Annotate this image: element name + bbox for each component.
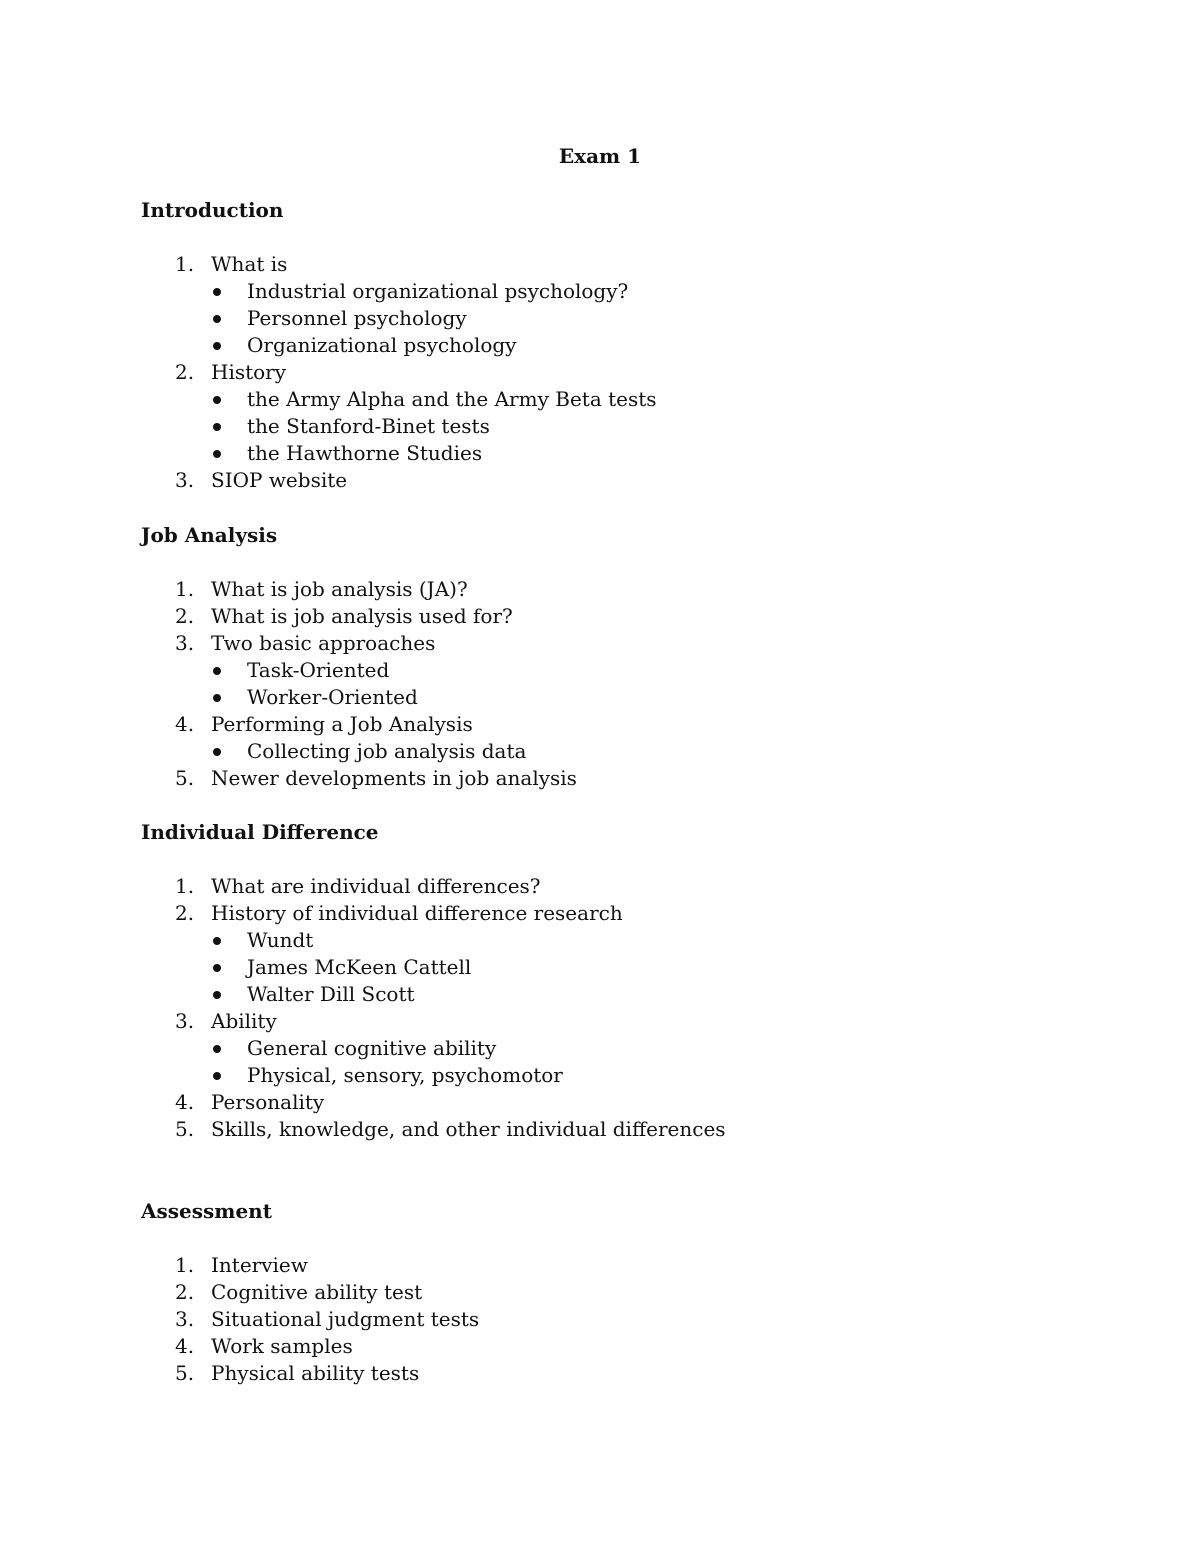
list-number: 4. [175,712,195,736]
section-job-analysis [141,522,1041,792]
list-number: 1. [175,874,195,898]
list-item-text: Personality [211,1090,325,1114]
bullet-item [141,738,1041,765]
bullet-list [141,386,1041,467]
list-item [141,467,1041,494]
section-heading: Job Analysis [141,523,278,547]
list-item [141,1089,1041,1116]
section-individual-difference [141,819,1041,1143]
bullet-text: the Army Alpha and the Army Beta tests [247,387,657,411]
list-item-text: What is job analysis used for? [211,604,513,628]
numbered-list [141,576,1041,792]
bullet-item [141,684,1041,711]
bullet-text: James McKeen Cattell [247,955,472,979]
list-item-line [141,711,1041,738]
list-item-line [141,1252,1041,1279]
list-item-text: Situational judgment tests [211,1307,480,1331]
list-item [141,1116,1041,1143]
list-item [141,1008,1041,1089]
bullet-icon [213,396,221,404]
bullet-text: Collecting job analysis data [247,739,527,763]
bullet-item [141,413,1041,440]
bullet-item [141,927,1041,954]
list-number: 4. [175,1334,195,1358]
list-item-text: Physical ability tests [211,1361,420,1385]
bullet-list [141,278,1041,359]
list-item-line [141,900,1041,927]
bullet-text: the Hawthorne Studies [247,441,483,465]
bullet-icon [213,288,221,296]
bullet-icon [213,991,221,999]
bullet-item [141,657,1041,684]
list-item-line [141,873,1041,900]
list-item [141,359,1041,467]
list-item-text: Performing a Job Analysis [211,712,473,736]
bullet-text: Physical, sensory, psychomotor [247,1063,563,1087]
list-item-text: Ability [211,1009,277,1033]
section-introduction [141,197,1041,494]
bullet-item [141,1062,1041,1089]
list-item [141,576,1041,603]
list-item [141,900,1041,1008]
list-number: 5. [175,1117,195,1141]
bullet-item [141,386,1041,413]
bullet-text: the Stanford-Binet tests [247,414,490,438]
list-item-line [141,603,1041,630]
bullet-text: Worker-Oriented [247,685,418,709]
bullet-item [141,332,1041,359]
bullet-text: Task-Oriented [247,658,390,682]
list-item-line [141,1116,1041,1143]
numbered-list [141,1252,1041,1387]
numbered-list [141,251,1041,494]
list-item-line [141,1333,1041,1360]
list-item [141,765,1041,792]
list-item-line [141,1008,1041,1035]
list-number: 3. [175,1009,195,1033]
list-number: 2. [175,360,195,384]
list-item-line [141,467,1041,494]
list-item-text: Skills, knowledge, and other individual differences [211,1117,726,1141]
bullet-icon [213,1072,221,1080]
list-item-line [141,251,1041,278]
list-item [141,1306,1041,1333]
document-title: Exam 1 [558,144,642,168]
list-item-text: Two basic approaches [211,631,436,655]
list-item-line [141,359,1041,386]
list-item [141,711,1041,765]
list-number: 1. [175,252,195,276]
list-item-line [141,1306,1041,1333]
list-item-line [141,1089,1041,1116]
list-number: 5. [175,1361,195,1385]
list-item [141,1279,1041,1306]
list-item-text: Newer developments in job analysis [211,766,577,790]
bullet-list [141,657,1041,711]
section-heading: Assessment [141,1199,272,1223]
list-item-text: Cognitive ability test [211,1280,423,1304]
list-item-text: Work samples [211,1334,353,1358]
bullet-icon [213,315,221,323]
bullet-item [141,981,1041,1008]
list-item [141,1360,1041,1387]
bullet-icon [213,964,221,972]
bullet-icon [213,667,221,675]
bullet-list [141,927,1041,1008]
bullet-icon [213,748,221,756]
section-assessment [141,1198,1041,1387]
list-item [141,873,1041,900]
bullet-list [141,738,1041,765]
bullet-text: General cognitive ability [247,1036,497,1060]
list-number: 4. [175,1090,195,1114]
list-item-line [141,576,1041,603]
bullet-text: Personnel psychology [247,306,467,330]
list-number: 3. [175,1307,195,1331]
bullet-icon [213,694,221,702]
section-heading: Individual Difference [141,820,379,844]
list-number: 2. [175,901,195,925]
list-number: 1. [175,1253,195,1277]
bullet-item [141,954,1041,981]
list-item [141,630,1041,711]
bullet-item [141,1035,1041,1062]
bullet-item [141,440,1041,467]
list-item [141,1333,1041,1360]
bullet-text: Walter Dill Scott [247,982,415,1006]
list-number: 2. [175,1280,195,1304]
list-item-text: History [211,360,287,384]
bullet-text: Organizational psychology [247,333,517,357]
list-number: 5. [175,766,195,790]
bullet-text: Wundt [247,928,314,952]
list-item-text: History of individual difference research [211,901,623,925]
list-number: 2. [175,604,195,628]
list-number: 1. [175,577,195,601]
list-item-line [141,1279,1041,1306]
list-item-text: Interview [211,1253,308,1277]
list-number: 3. [175,468,195,492]
list-number: 3. [175,631,195,655]
list-item [141,1252,1041,1279]
list-item [141,251,1041,359]
bullet-icon [213,342,221,350]
list-item-line [141,630,1041,657]
bullet-icon [213,450,221,458]
list-item-text: What is [211,252,288,276]
list-item [141,603,1041,630]
list-item-text: What is job analysis (JA)? [211,577,468,601]
bullet-list [141,1035,1041,1089]
bullet-item [141,278,1041,305]
numbered-list [141,873,1041,1143]
bullet-icon [213,423,221,431]
bullet-item [141,305,1041,332]
bullet-icon [213,1045,221,1053]
bullet-icon [213,937,221,945]
section-heading: Introduction [141,198,284,222]
list-item-line [141,765,1041,792]
list-item-text: SIOP website [211,468,348,492]
bullet-text: Industrial organizational psychology? [247,279,629,303]
list-item-line [141,1360,1041,1387]
list-item-text: What are individual differences? [211,874,541,898]
